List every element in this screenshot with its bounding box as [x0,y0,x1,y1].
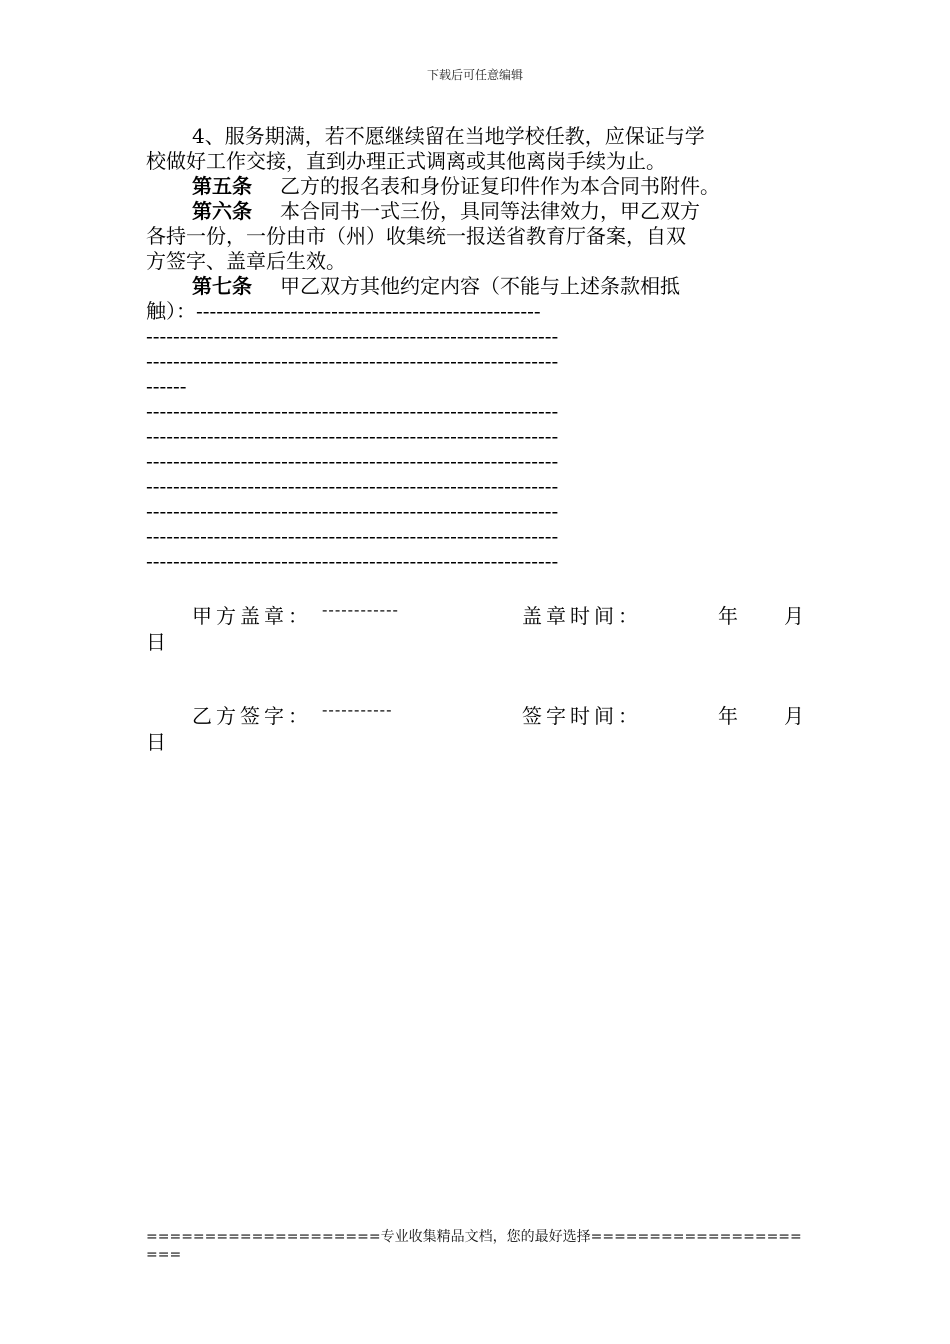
article-5-title: 第五条 [192,174,252,198]
article-5 [146,174,804,199]
dash-line: ------------------------------------------------------------- [146,474,559,498]
article-6-title: 第六条 [192,199,252,223]
dash-line: ------------------------------------------------------------- [146,424,559,448]
dash-line: ------------------------------------------------------------- [146,499,559,523]
dash-line: ------------------------------------------------------------- [146,324,559,348]
article-7-text-line-1: 甲乙双方其他约定内容（不能与上述条款相抵 [280,274,680,298]
article-7-text-line-2 [146,299,804,324]
page-header: 下载后可任意编辑 [426,68,523,82]
party-b-label: 乙方签字： [192,704,312,728]
party-a-year: 年 [718,604,738,628]
party-a-signature-row [146,600,806,626]
party-a-blank: ------------ [322,600,399,619]
dash-fill-first: --------------------------------------------------- [196,299,541,323]
party-a-date-label: 盖章时间： [522,604,642,628]
clause-4-line-1: 4、服务期满，若不愿继续留在当地学校任教，应保证与学 [192,124,705,148]
dash-line: ------------------------------------------------------------- [146,549,559,573]
party-b-blank: ----------- [322,700,393,719]
clause-4-line-2: 校做好工作交接，直到办理正式调离或其他离岗手续为止。 [146,149,666,173]
dash-line: ------------------------------------------------------------- [146,399,559,423]
dash-line: ------------------------------------------------------------- [146,349,559,373]
party-a-day: 日 [146,630,166,654]
article-6-text-line-1: 本合同书一式三份，具同等法律效力，甲乙双方 [280,199,700,223]
party-b-date-label: 签字时间： [522,704,642,728]
article-7-title: 第七条 [192,274,252,298]
party-b-day: 日 [146,730,166,754]
contract-body [146,124,804,574]
party-b-signature-row [146,700,806,726]
article-5-text: 乙方的报名表和身份证复印件作为本合同书附件。 [280,174,720,198]
article-6 [146,199,804,224]
party-b-year: 年 [718,704,738,728]
party-a-month: 月 [784,604,804,628]
dash-line: ------------------------------------------------------------- [146,449,559,473]
article-6-text-line-2: 各持一份，一份由市（州）收集统一报送省教育厅备案，自双 [146,224,686,248]
dash-line: ------------------------------------------------------------- [146,524,559,548]
page-footer: ====================专业收集精品文档，您的最好选择===================== [146,1229,802,1263]
article-7 [146,274,804,299]
article-6-text-line-3: 方签字、盖章后生效。 [146,249,346,273]
article-7-colon-label: 触）： [146,299,196,323]
party-b-month: 月 [784,704,804,728]
dash-line-short: ------ [146,374,187,398]
party-a-label: 甲方盖章： [192,604,312,628]
